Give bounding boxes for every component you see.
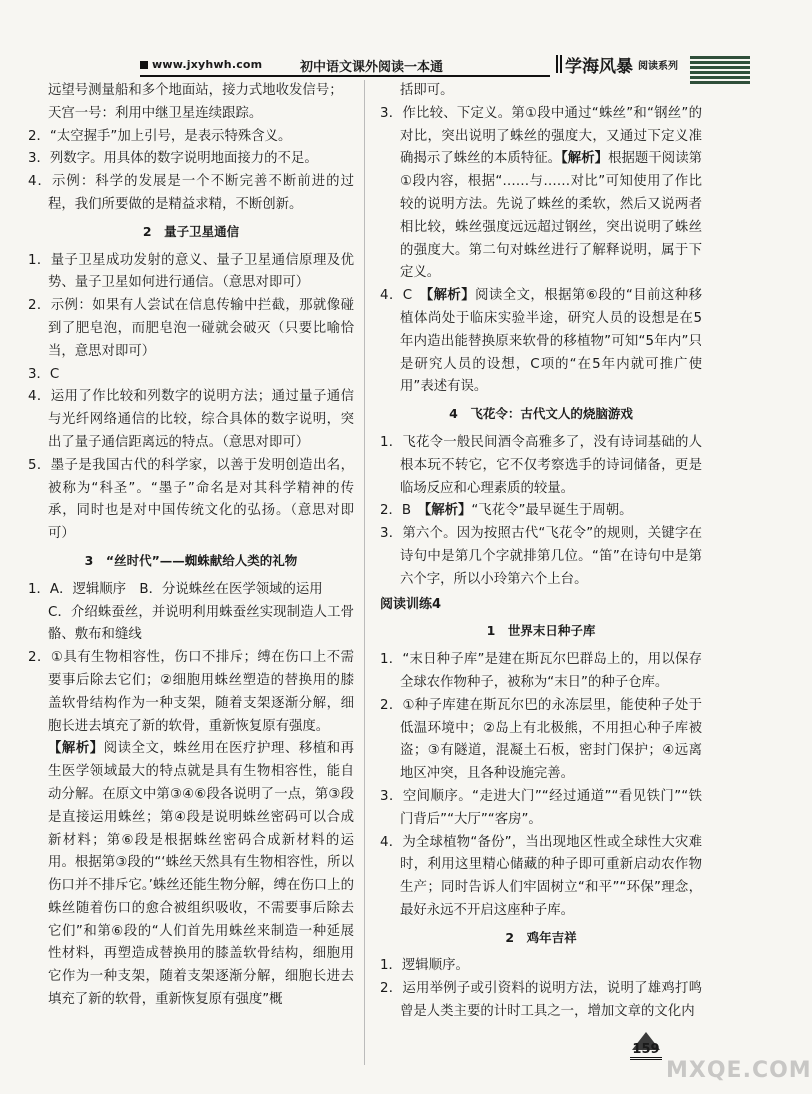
header-rule (140, 75, 550, 77)
watermark-text: MXQE.COM (666, 1058, 812, 1083)
analysis-tag: 【解析】 (426, 288, 476, 304)
training-heading: 阅读训练4 (380, 596, 442, 612)
left-column (28, 80, 354, 1012)
answer-item: 4．运用了作比较和列数字的说明方法；通过量子通信与光纤网络通信的比较，综合具体的数字说明，突出了量子通信距离远的特点。（意思对即可） (28, 389, 354, 450)
answer-item (380, 285, 702, 399)
section-title: 2 量子卫星通信 (142, 223, 240, 239)
answer-item: 2．①具有生物相容性，伤口不排斥；缚在伤口上不需要事后除去它们；②细胞用蛛丝塑造的替换用的膝盖软骨结构作为一种支架，随着支架逐渐分解，细胞长进去填充了新的软骨，重新恢复原有强度。 (28, 650, 354, 734)
answer-item: 3．C (28, 366, 60, 382)
analysis-text: 阅读全文，根据第⑥段的“目前这种移植体尚处于临床实验半途，研究人员的设想是在5年内造出能替换原来软骨的移植物”可知“5年内”只是研究人员的设想，C项的“在5年内就可推广使用”表述有误。 (400, 288, 702, 395)
answer-item: 5．墨子是我国古代的科学家，以善于发明创造出名，被称为“科圣”。“墨子”命名是对其科学精神的传承，同时也是对中国传统文化的弘扬。（意思对即可） (28, 457, 354, 542)
analysis-tag: 【解析】 (561, 151, 609, 167)
answer-line: 远望号测量船和多个地面站，接力式地收发信号； (48, 83, 343, 98)
analysis-tag: 【解析】 (48, 741, 104, 757)
section-title: 4 飞花令：古代文人的烧脑游戏 (449, 406, 633, 422)
answer-item: 2．示例：如果有人尝试在信息传输中拦截，那就像碰到了肥皂泡，而肥皂泡一碰就会破灭（只要比喻恰当，意思对即可） (28, 298, 354, 359)
section-title: 2 鸡年吉祥 (505, 929, 577, 945)
answer-line: 括即可。 (400, 83, 454, 98)
brand-series: 阅读系列 (638, 60, 678, 72)
analysis-tag: 【解析】 (424, 503, 472, 519)
answer-item: 3．列数字。用具体的数字说明地面接力的不足。 (28, 151, 318, 167)
brand-name: 学海风暴 (565, 56, 633, 77)
answer-item: 1．逻辑顺序。 (380, 958, 469, 974)
section-title: 3 “丝时代”——蜘蛛献给人类的礼物 (84, 552, 298, 568)
column-divider (364, 80, 365, 1065)
answer-line: C．介绍蛛蚕丝，并说明利用蛛蚕丝实现制造人工骨骼、敷布和缝线 (48, 604, 354, 643)
answer-item: 1．飞花令一般民间酒令高雅多了，没有诗词基础的人根本玩不转它，它不仅考察选手的诗词储备，更是临场反应和心理素质的较量。 (380, 434, 702, 496)
answer-item: 2．运用举例子或引资料的说明方法，说明了雄鸡打鸣曾是人类主要的计时工具之一，增加文章的文化内 (380, 981, 702, 1020)
answer-item: 3．第六个。因为按照古代“飞花令”的规则，关键字在诗句中是第几个字就排第几位。“笛”在诗句中是第六个字，所以小玲第六个上台。 (380, 526, 702, 587)
answer-item: 4．为全球植物“备份”，当出现地区性或全球性大灾难时，利用这里精心储藏的种子即可重新启动农作物生产；同时告诉人们牢固树立“和平”“环保”理念，最好永远不开启这座种子库。 (380, 834, 702, 918)
page-number: 159 (630, 1042, 661, 1060)
answer-line: 天宫一号：利用中继卫星连续跟踪。 (48, 105, 263, 121)
answer-item: 4．示例：科学的发展是一个不断完善不断前进的过程，我们所要做的是精益求精，不断创新。 (28, 174, 354, 212)
answer-text: 4．C (380, 288, 427, 304)
answer-item: 1．A．逻辑顺序 B．分说蛛丝在医学领域的运用 (28, 581, 323, 597)
analysis-paragraph (28, 738, 354, 1012)
answer-item: 1．量子卫星成功发射的意义、量子卫星通信原理及优势、量子卫星如何进行通信。（意思对即可） (28, 252, 354, 291)
answer-text: 2．B (380, 503, 425, 519)
brand-logo (556, 52, 678, 76)
answer-item: 2．“太空握手”加上引号，是表示特殊含义。 (28, 128, 292, 144)
analysis-text: 根据题干阅读第①段内容，根据“……与……对比”可知使用了作比较的说明方法。先说了蛛丝的柔软，然后又说两者相比较，蛛丝强度远远超过钢丝，突出说明了蛛丝的强度大。第二句对蛛丝进行了解释说明，属于下定义。 (400, 151, 703, 281)
answer-item (380, 500, 702, 523)
answer-text: 3．作比较、下定义。第①段中通过“蛛丝”和“钢丝”的对比，突出说明了蛛丝的强度大，又通过下定义准确揭示了蛛丝的本质特征。 (380, 105, 702, 167)
brand-bars-icon (556, 55, 562, 73)
answer-item: 1．“末日种子库”是建在斯瓦尔巴群岛上的，用以保存全球农作物种子，被称为“末日”的种子仓库。 (380, 652, 702, 690)
section-title: 1 世界末日种子库 (486, 623, 596, 639)
header-url: www.jxyhwh.com (140, 58, 262, 71)
analysis-text: 阅读全文，蛛丝用在医疗护理、移植和再生医学领域最大的特点就是具有生物相容性，能自动分解。在原文中第③④⑥段各说明了一点，第③段是直接运用蛛丝；第④段是说明蛛丝密码可以合成新材料；第⑥段是根据蛛丝密码合成新材料的运用。根据第③段的“‘蛛丝天然具有生物相容性，所以伤口并不排斥它。’蛛丝还能生物分解，缚在伤口上的蛛丝随着伤口的愈合被组织吸收，不需要事后除去它们”和第⑥段的“人们首先用蛛丝来制造一种延展性材料，再塑造成替换用的膝盖软骨结构，细胞用它作为一种支架，随着支架逐渐分解，细胞长进去填充了新的软骨，重新恢复原有强度”概 (48, 741, 355, 1008)
page-header (0, 0, 750, 80)
analysis-text: “飞花令”最早诞生于周朝。 (471, 503, 633, 519)
answer-item (380, 103, 702, 285)
answer-item: 3．空间顺序。“走进大门”“经过通道”“看见铁门”“铁门背后”“大厅”“客房”。 (380, 788, 702, 827)
answer-item: 2．①种子库建在斯瓦尔巴的永冻层里，能使种子处于低温环境中；②岛上有北极熊，不用担心种子库被盗；③有隧道，混凝土石板，密封门保护；④远离地区冲突，且各种设施完善。 (380, 697, 702, 782)
header-title: 初中语文课外阅读一本通 (300, 60, 444, 75)
right-column (380, 80, 702, 1024)
watermark-logo (660, 1000, 812, 1094)
